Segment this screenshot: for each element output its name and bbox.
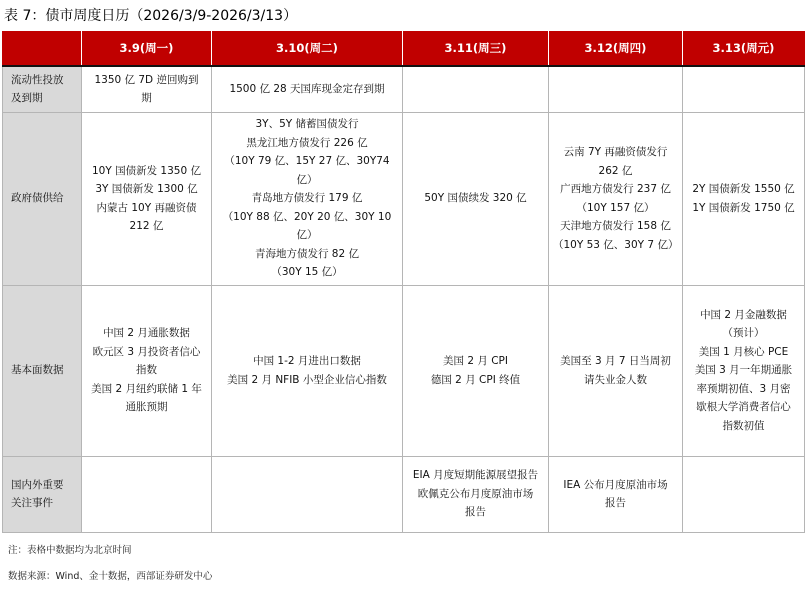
table-cell	[403, 66, 549, 112]
row-label	[3, 456, 82, 532]
header-corner	[3, 32, 82, 67]
header-day-thursday: 3.12(周四)	[549, 32, 683, 67]
row-label-line: 国内外重要	[11, 478, 64, 491]
cell-line: 云南 7Y 再融资债发行	[563, 146, 668, 158]
table-cell	[212, 112, 403, 285]
cell-line: 美国 3 月一年期通胀	[694, 364, 793, 377]
cell-line: 1350 亿 7D 逆回购到	[94, 73, 199, 86]
table-cell	[212, 285, 403, 456]
row-label-line: 流动性投放	[11, 73, 64, 86]
cell-line: 通胀预期	[125, 401, 168, 414]
cell-line: 指数	[136, 364, 157, 377]
cell-line: 内蒙古 10Y 再融资债	[96, 201, 197, 214]
table-cell	[683, 66, 805, 112]
cell-line: 3Y 国债新发 1300 亿	[95, 183, 198, 195]
table-cell	[82, 112, 212, 285]
cell-line: （30Y 15 亿）	[271, 266, 343, 279]
row-label	[3, 285, 82, 456]
table-cell	[403, 456, 549, 532]
cell-line: 美国 2 月 CPI	[443, 355, 508, 367]
cell-line: IEA 公布月度原油市场	[563, 478, 668, 491]
data-source-note: 数据来源：Wind、金十数据，西部证券研发中心	[8, 571, 213, 582]
cell-line: EIA 月度短期能源展望报告	[412, 469, 539, 482]
cell-line: 青海地方债发行 82 亿	[254, 247, 360, 260]
header-day-tuesday: 3.10(周二)	[212, 32, 403, 67]
header-day-monday: 3.9(周一)	[82, 32, 212, 67]
table-cell	[403, 112, 549, 285]
cell-line: 2Y 国债新发 1550 亿	[692, 183, 795, 195]
cell-line: 指数初值	[722, 419, 765, 432]
cell-line: （10Y 53 亿、30Y 7 亿）	[553, 238, 679, 251]
table-cell	[212, 66, 403, 112]
table-cell	[212, 456, 403, 532]
header-day-wednesday: 3.11(周三)	[403, 32, 549, 67]
cell-line: 欧佩克公布月度原油市场	[417, 487, 534, 500]
cell-line: 天津地方债发行 158 亿	[560, 220, 671, 232]
cell-line: 262 亿	[598, 164, 633, 177]
cell-line: 广西地方债发行 237 亿	[560, 183, 671, 195]
row-label-line: 基本面数据	[11, 364, 64, 377]
table-header	[3, 32, 805, 67]
table-cell	[549, 66, 683, 112]
cell-line: 10Y 国债新发 1350 亿	[91, 164, 201, 177]
cell-line: 率预期初值、3 月密	[696, 382, 791, 395]
cell-line: 中国 2 月通胀数据	[103, 327, 190, 340]
cell-line: 德国 2 月 CPI 终值	[430, 373, 521, 386]
cell-line: （10Y 157 亿）	[576, 201, 655, 214]
cell-line: 请失业金人数	[584, 373, 647, 386]
table-body	[3, 66, 805, 532]
table-cell	[403, 285, 549, 456]
table-cell	[82, 285, 212, 456]
cell-line: 50Y 国债续发 320 亿	[424, 192, 527, 205]
table-row-government-bond-supply	[3, 112, 805, 285]
cell-line: （预计）	[722, 327, 765, 340]
cell-line: 报告	[605, 497, 626, 509]
table-cell	[82, 66, 212, 112]
table-row-key-events	[3, 456, 805, 532]
table-cell	[549, 456, 683, 532]
row-label-line: 关注事件	[11, 497, 53, 509]
table-cell	[549, 285, 683, 456]
cell-line: 1500 亿 28 天国库现金定存到期	[229, 83, 385, 95]
cell-line: 212 亿	[129, 220, 164, 232]
header-row	[3, 32, 805, 67]
row-label	[3, 112, 82, 285]
row-label	[3, 66, 82, 112]
cell-line: 3Y、5Y 储蓄国债发行	[255, 118, 359, 131]
cell-line: 美国 1 月核心 PCE	[698, 345, 789, 358]
row-label-line: 及到期	[11, 92, 43, 105]
row-label-line: 政府债供给	[11, 192, 64, 205]
cell-line: 欧元区 3 月投资者信心	[92, 345, 201, 358]
table-cell	[82, 456, 212, 532]
cell-line: （10Y 88 亿、20Y 20 亿、30Y 10 亿）	[222, 210, 392, 242]
table-row-liquidity	[3, 66, 805, 112]
cell-line: 美国 2 月纽约联储 1 年	[91, 382, 202, 395]
table-row-fundamental-data	[3, 285, 805, 456]
table-title: 表 7：债市周度日历（2026/3/9-2026/3/13）	[4, 8, 298, 24]
cell-line: 期	[141, 92, 152, 105]
table-cell	[683, 456, 805, 532]
cell-line: 美国至 3 月 7 日当周初	[560, 355, 671, 367]
cell-line: 黑龙江地方债发行 226 亿	[246, 136, 368, 149]
table-cell	[683, 285, 805, 456]
cell-line: 报告	[465, 506, 486, 519]
cell-line: 青岛地方债发行 179 亿	[251, 192, 363, 205]
table-cell	[549, 112, 683, 285]
header-day-friday: 3.13(周元)	[683, 32, 805, 67]
table-cell	[683, 112, 805, 285]
cell-line: 中国 2 月金融数据	[700, 308, 787, 321]
cell-line: （10Y 79 亿、15Y 27 亿、30Y74 亿）	[224, 155, 390, 186]
cell-line: 1Y 国债新发 1750 亿	[692, 201, 795, 214]
cell-line: 中国 1-2 月进出口数据	[253, 355, 361, 367]
table-footnote: 注：表格中数据均为北京时间	[8, 545, 132, 556]
cell-line: 歇根大学消费者信心	[696, 401, 791, 414]
cell-line: 美国 2 月 NFIB 小型企业信心指数	[227, 373, 387, 386]
bond-market-calendar-table	[2, 31, 805, 533]
